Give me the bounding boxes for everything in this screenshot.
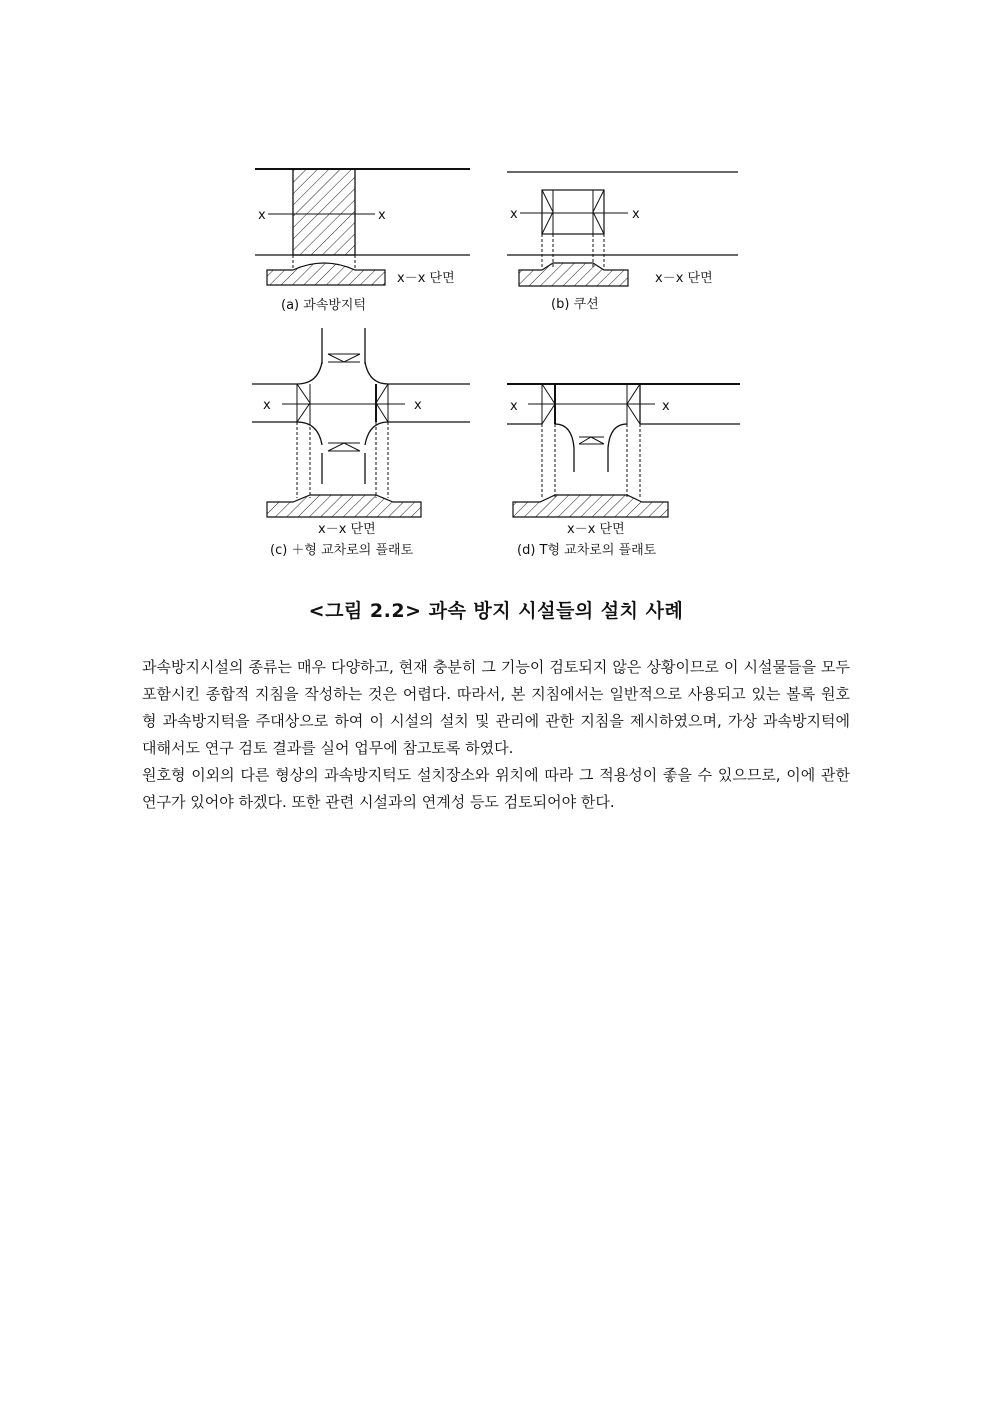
hump-section [267, 263, 385, 285]
body-text [142, 654, 850, 816]
cushion-plan [542, 190, 604, 234]
panel-d-section-label: x－x 단면 [567, 522, 625, 537]
plateau-section-c [267, 495, 421, 517]
panel-d-mark-left: x [510, 399, 518, 414]
panel-c-mark-left: x [263, 398, 271, 413]
panel-d-t-plateau [507, 384, 740, 558]
panel-b-caption: (b) 쿠션 [551, 297, 599, 312]
paragraph-2: 원호형 이외의 다른 형상의 과속방지턱도 설치장소와 위치에 따라 그 적용성이 좋을 수 있으므로, 이에 관한 연구가 있어야 하겠다. 또한 관련 시설과의 연계성 등도 검토되어야 한다. [142, 766, 850, 811]
panel-c-cross-plateau [252, 328, 470, 558]
panel-a-mark-right: x [378, 208, 386, 223]
panel-c-section-label: x－x 단면 [318, 522, 376, 537]
figure-caption: <그림 2.2> 과속 방지 시설들의 설치 사례 [308, 600, 684, 622]
panel-c-caption: (c) ＋형 교차로의 플래토 [270, 543, 414, 558]
panel-a-mark-left: x [258, 208, 266, 223]
panel-d-caption: (d) T형 교차로의 플래토 [517, 543, 657, 558]
panel-b-mark-right: x [632, 207, 640, 222]
panel-a-caption: (a) 과속방지턱 [281, 298, 367, 313]
panel-b-section-label: x－x 단면 [655, 271, 713, 286]
panel-b-mark-left: x [510, 207, 518, 222]
panel-d-mark-right: x [662, 399, 670, 414]
hump-plan-area [293, 169, 355, 255]
cushion-section [519, 263, 628, 286]
plateau-section-d [513, 495, 668, 517]
paragraph-1: 과속방지시설의 종류는 매우 다양하고, 현재 충분히 그 기능이 검토되지 않은 상황이므로 이 시설물들을 모두 포함시킨 종합적 지침을 작성하는 것은 어렵다. 따라서, 본 지침에서는 일반적으로 사용되고 있는 볼록 원호형 과속방지턱을 주대상으로 하여 이 시설의 설치 및 관리에 관한 지침을 제시하였으며, 가상 과속방지턱에 대해서도 연구 검토 결과를 실어 업무에 참고토록 하였다. [142, 658, 850, 757]
panel-a-speed-hump [255, 169, 470, 313]
panel-a-section-label: x－x 단면 [397, 271, 455, 286]
panel-b-speed-cushion [507, 172, 738, 312]
speed-hump-figure [0, 0, 992, 580]
panel-c-mark-right: x [414, 398, 422, 413]
